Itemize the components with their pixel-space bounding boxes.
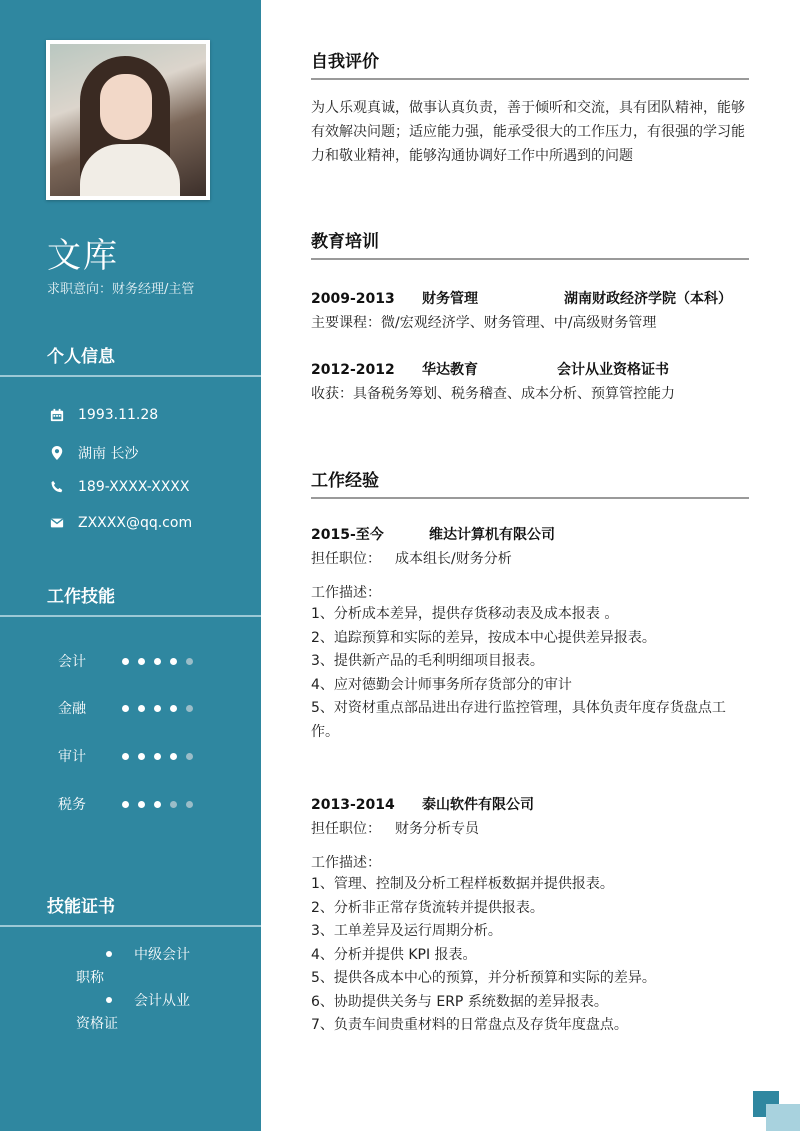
certificates-title: 技能证书 [47,897,115,917]
email-row[interactable] [50,515,192,531]
job-desc-list [311,873,751,1038]
rating-dot [138,801,145,808]
rating-dot [186,801,193,808]
birthday-row [50,407,158,423]
list-item: 4、应对德勤会计师事务所存货部分的审计 [311,676,572,693]
certificate-item: 会计从业 [76,990,216,1013]
calendar-icon [50,408,64,422]
skill-label: 金融 [58,701,86,717]
edu-major: 财务管理 [422,291,478,307]
rating-dot [154,801,161,808]
divider [311,497,749,499]
divider [0,375,261,377]
certificates-list [76,944,216,1036]
job-period: 2015-至今 [311,527,384,543]
rating-dot [138,753,145,760]
rating-dot [186,658,193,665]
education-title: 教育培训 [311,232,379,252]
skill-row [58,698,202,718]
list-item: 1、管理、控制及分析工程样板数据并提供报表。 [311,876,614,892]
rating-dot [170,658,177,665]
rating-dot [122,658,129,665]
divider [311,258,749,260]
portrait-image [50,44,206,196]
rating-dot [138,658,145,665]
location-pin-icon [50,446,64,460]
list-item: 5、对资材重点部品进出存进行监控管理，具体负责年度存货盘点工作。 [311,700,726,740]
rating-dot [122,753,129,760]
list-item: 2、追踪预算和实际的差异，按成本中心提供差异报表。 [311,629,656,646]
job-desc-label: 工作描述： [311,855,381,871]
list-item: 3、工单差异及运行周期分析。 [311,923,502,939]
job-header [311,524,555,544]
rating-dot [170,801,177,808]
edu-detail: 主要课程：微/宏观经济学、财务管理、中/高级财务管理 [311,315,657,331]
job-desc-label: 工作描述： [311,585,381,601]
divider [311,78,749,80]
job-period: 2013-2014 [311,797,395,813]
list-item: 5、提供各成本中心的预算，并分析预算和实际的差异。 [311,970,656,986]
bullet-icon [106,997,112,1003]
candidate-name: 文库 [47,236,119,276]
job-position: 担任职位： 成本组长/财务分析 [311,551,512,567]
edu-period: 2009-2013 [311,291,395,307]
self-evaluation-text: 为人乐观真诚，做事认真负责，善于倾听和交流，具有团队精神，能够有效解决问题；适应能力强，能承受很大的工作压力，有很强的学习能力和敬业精神，能够沟通协调好工作中所遇到的问题 [311,100,745,164]
rating-dot [186,705,193,712]
phone-row [50,479,189,495]
certificate-item: 中级会计 [76,944,216,967]
job-header [311,794,534,814]
rating-dot [170,753,177,760]
job-company: 维达计算机有限公司 [429,527,555,543]
edu-detail: 收获：具备税务筹划、税务稽查、成本分析、预算管控能力 [311,386,675,402]
rating-dot [122,705,129,712]
rating-dot [122,801,129,808]
list-item: 6、协助提供关务与 ERP 系统数据的差异报表。 [311,993,608,1010]
skill-row [58,794,202,814]
skill-row [58,746,202,766]
decoration-square [766,1104,800,1131]
divider [0,615,261,617]
list-item: 2、分析非正常存货流转并提供报表。 [311,899,544,916]
rating-dot [154,658,161,665]
certificate-item-cont: 职称 [76,970,104,986]
divider [0,925,261,927]
edu-school: 湖南财政经济学院（本科） [564,291,732,307]
rating-dot [186,753,193,760]
rating-dot [138,705,145,712]
rating-dot [154,705,161,712]
rating-dot [170,705,177,712]
location-text: 湖南 长沙 [78,446,139,462]
list-item: 7、负责车间贵重材料的日常盘点及存货年度盘点。 [311,1017,628,1033]
job-company: 泰山软件有限公司 [422,797,534,813]
rating-dot [154,753,161,760]
certificate-item-cont: 资格证 [76,1016,118,1032]
job-position: 担任职位： 财务分析专员 [311,821,479,837]
edu-major: 华达教育 [422,362,478,378]
list-item: 3、提供新产品的毛利明细项目报表。 [311,653,544,669]
list-item: 1、分析成本差异，提供存货移动表及成本报表 。 [311,606,619,622]
skill-row [58,651,202,671]
job-desc-list [311,603,751,744]
list-item: 4、分析并提供 KPI 报表。 [311,946,477,963]
self-evaluation-title: 自我评价 [311,52,379,72]
skill-label: 税务 [58,797,86,813]
profile-photo [46,40,210,200]
phone-text: 189-XXXX-XXXX [78,479,190,495]
education-entry-2 [311,359,669,379]
birthday-text: 1993.11.28 [78,407,159,423]
skills-title: 工作技能 [47,587,115,607]
bullet-icon [106,951,112,957]
education-entry-1 [311,288,732,308]
email-icon [50,516,64,530]
sidebar [0,0,261,1131]
phone-icon [50,480,64,494]
location-row [50,443,138,463]
job-intent: 求职意向：财务经理/主管 [47,282,195,297]
skill-label: 审计 [58,749,86,765]
email-text[interactable]: ZXXXX@qq.com [78,515,193,531]
edu-period: 2012-2012 [311,362,395,378]
edu-school: 会计从业资格证书 [557,362,669,378]
work-experience-title: 工作经验 [311,471,379,491]
skill-label: 会计 [58,654,86,670]
personal-info-title: 个人信息 [47,347,115,367]
